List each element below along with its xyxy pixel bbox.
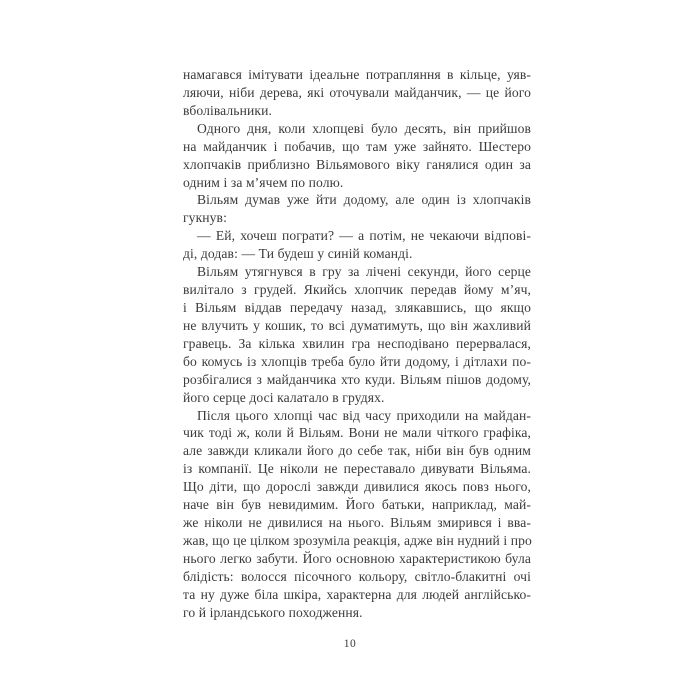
text-line: наче він був невидимим. Його батьки, наприклад, май- bbox=[183, 497, 531, 513]
text-line: ді, додав: — Ти будеш у синій команді. bbox=[183, 246, 413, 262]
page-text-block bbox=[183, 66, 531, 622]
text-line: гравець. За кілька хвилин гра несподівано перервалася, bbox=[183, 335, 531, 351]
text-line: вилітало з грудей. Якийсь хлопчик передав йому м’яч, bbox=[183, 282, 531, 298]
text-line: його серце досі калатало в грудях. bbox=[183, 389, 385, 405]
text-line: го й ірландського походження. bbox=[183, 604, 363, 620]
text-line: розбігалися з майданчика хто куди. Вільям пішов додому, bbox=[183, 371, 531, 387]
text-line: же ніколи не дивилися на нього. Вільям змирився і вва- bbox=[183, 515, 531, 531]
text-line: Вільям утягнувся в гру за лічені секунди, його серце bbox=[197, 264, 531, 280]
text-line: із компанії. Це ніколи не переставало дивувати Вільяма. bbox=[183, 461, 531, 477]
text-line: Після цього хлопці час від часу приходили на майдан- bbox=[197, 407, 531, 423]
text-line: Одного дня, коли хлопцеві було десять, він прийшов bbox=[197, 120, 531, 136]
text-line: намагався імітувати ідеальне потрапляння в кільце, уяв- bbox=[183, 67, 531, 82]
text-line: та ну дуже біла шкіра, характерна для людей англійсько- bbox=[183, 586, 531, 602]
text-line: вболівальники. bbox=[183, 102, 272, 118]
text-line: жав, що це цілком зрозуміла реакція, адже він нудний і про bbox=[183, 532, 532, 548]
text-line: Вільям думав уже йти додому, але один із хлопчаків bbox=[197, 192, 531, 208]
text-line: і Вільям віддав передачу назад, злякавшись, що якщо bbox=[183, 299, 531, 315]
text-line: блідість: волосся пісочного кольору, світло-блакитні очі bbox=[183, 568, 531, 584]
text-line: але завжди кликали його до себе так, ніби він був одним bbox=[183, 443, 531, 459]
text-line: бо комусь із хлопців треба було йти додому, і дітлахи по- bbox=[183, 353, 531, 369]
text-line: гукнув: bbox=[183, 210, 227, 226]
text-line: ляючи, ніби дерева, які оточували майданчик, — це його bbox=[183, 84, 531, 100]
text-line: нього легко забути. Його основною характеристикою була bbox=[183, 550, 531, 566]
text-line: не влучить у кошик, то всі думатимуть, що він жахливий bbox=[183, 317, 531, 333]
text-line: хлопчаків приблизно Вільямового віку ганялися один за bbox=[183, 156, 531, 172]
text-line: — Ей, хочеш пограти? — а потім, не чекаючи відпові- bbox=[197, 228, 531, 244]
text-line: одним і за м’ячем по полю. bbox=[183, 174, 344, 190]
page-number: 10 bbox=[343, 638, 357, 650]
text-line: чик тоді ж, коли й Вільям. Вони не мали чіткого графіка, bbox=[183, 425, 531, 441]
text-line: Що діти, що дорослі завжди дивилися якось повз нього, bbox=[183, 479, 531, 495]
text-line: на майданчик і побачив, що там уже зайнято. Шестеро bbox=[183, 138, 531, 154]
